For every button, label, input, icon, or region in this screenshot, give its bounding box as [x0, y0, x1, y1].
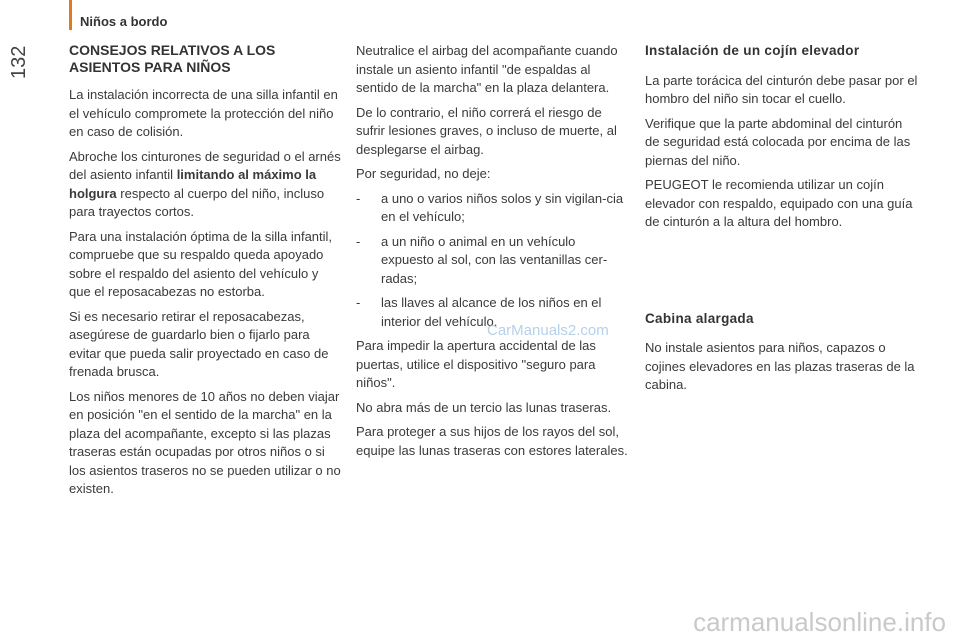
column-booster-cushion	[645, 42, 920, 401]
paragraph: Verifique que la parte abdominal del cinturón de seguridad está colocada por encima de las piernas del niño.	[645, 115, 911, 168]
safety-list	[356, 190, 628, 332]
watermark-bottom: carmanualsonline.info	[693, 607, 946, 637]
paragraph: PEUGEOT le recomienda utilizar un cojín elevador con respaldo, equipado con una guía de cinturón a la altura del hombro.	[645, 177, 913, 229]
paragraph: Para una instalación óptima de la silla infantil, compruebe que su respaldo queda apoyado sobre el respaldo del asiento del vehículo y que el reposacabezas no estorba.	[69, 228, 333, 299]
list-item	[356, 190, 628, 227]
list-item-text: las llaves al alcance de los niños en el interior del vehículo.	[381, 295, 602, 329]
paragraph: Los niños menores de 10 años no deben viajar en posición "en el sentido de la marcha" en la plaza del acompañante, excepto si las plazas traseras están ocupadas por otros niños o si los asientos traseros no se pueden utilizar o no existen.	[69, 388, 341, 496]
section-title: Niños a bordo	[80, 14, 168, 29]
paragraph: No abra más de un tercio las lunas traseras.	[356, 399, 612, 415]
list-item-text: a uno o varios niños solos y sin vigilan-cia en el vehículo;	[381, 190, 624, 224]
watermark-center: CarManuals2.com	[487, 322, 609, 339]
list-item	[356, 233, 628, 289]
subheading-booster-cushion: Instalación de un cojín elevador	[645, 43, 860, 58]
paragraph-seatbelt	[69, 148, 341, 222]
paragraph: De lo contrario, el niño correrá el riesgo de sufrir lesiones graves, o incluso de muerte, al desplegarse el airbag.	[356, 104, 617, 157]
paragraph: Neutralice el airbag del acompañante cuando instale un asiento infantil "de espaldas al sentido de la marcha" en la plaza delantera.	[356, 43, 618, 95]
main-heading: CONSEJOS RELATIVOS A LOS ASIENTOS PARA NIÑOS	[69, 42, 276, 75]
text: Abroche los cinturones de seguridad o el arnés del asiento infantil	[69, 148, 341, 182]
paragraph: Si es necesario retirar el reposacabezas, asegúrese de guardarlo bien o fijarlo para evitar que pueda salir proyectado en caso de frenada brusca.	[69, 308, 329, 379]
paragraph: Para impedir la apertura accidental de las puertas, utilice el dispositivo "seguro para niños".	[356, 338, 596, 390]
spacer	[645, 238, 920, 310]
paragraph: No instale asientos para niños, capazos o cojines elevadores en las plazas traseras de la cabina.	[645, 340, 915, 392]
column-airbag-safety	[356, 42, 628, 466]
paragraph: La parte torácica del cinturón debe pasar por el hombro del niño sin tocar el cuello.	[645, 72, 918, 106]
section-accent-bar	[69, 0, 72, 30]
paragraph: La instalación incorrecta de una silla infantil en el vehículo compromete la protección del niño en caso de colisión.	[69, 87, 338, 139]
bold-text: limitando al máximo la holgura	[69, 167, 317, 201]
text: respecto al cuerpo del niño, incluso para trayectos cortos.	[69, 185, 325, 219]
subheading-extended-cab: Cabina alargada	[645, 310, 754, 326]
dash-bullet: -	[356, 295, 361, 310]
dash-bullet: -	[356, 233, 361, 249]
paragraph: Para proteger a sus hijos de los rayos del sol, equipe las lunas traseras con estores laterales.	[356, 424, 628, 458]
paragraph: Por seguridad, no deje:	[356, 166, 491, 181]
page-number: 132	[8, 45, 30, 79]
column-child-seat-advice	[69, 42, 341, 505]
dash-bullet: -	[356, 190, 361, 206]
list-item-text: a un niño o animal en un vehículo expuesto al sol, con las ventanillas cer-radas;	[381, 233, 608, 286]
